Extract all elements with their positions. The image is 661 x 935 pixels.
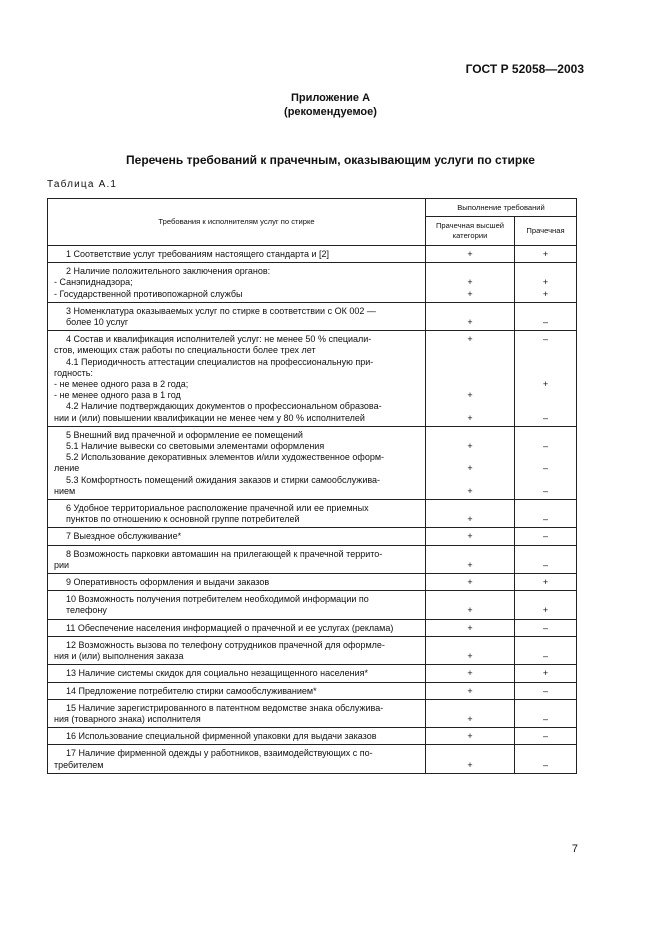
fulfillment-mark: + — [467, 334, 473, 345]
requirement-line: требителем — [54, 759, 104, 770]
fulfillment-mark — [426, 594, 514, 605]
fulfillment-mark: + — [467, 441, 473, 452]
fulfillment-mark — [426, 475, 514, 486]
highest-category-mark-cell — [426, 699, 515, 727]
requirement-cell — [48, 302, 426, 330]
requirement-line: годность: — [54, 367, 93, 378]
laundry-mark-cell — [515, 591, 577, 619]
requirement-line: пунктов по отношению к основной группе потребителей — [66, 514, 300, 525]
requirement-line: 9 Оперативность оформления и выдачи заказов — [66, 577, 270, 588]
fulfillment-mark — [426, 368, 514, 379]
highest-category-mark-cell — [426, 528, 515, 545]
fulfillment-mark: – — [543, 441, 549, 452]
requirement-line: 5.3 Комфортность помещений ожидания заказов и стирки самообслужива- — [66, 474, 381, 485]
requirement-line: 5.1 Наличие вывески со световыми элементами оформления — [66, 441, 325, 452]
fulfillment-mark: + — [542, 605, 549, 616]
highest-category-mark-cell — [426, 426, 515, 499]
fulfillment-mark — [426, 357, 514, 368]
table-row — [48, 745, 577, 773]
fulfillment-mark: + — [467, 531, 473, 542]
requirement-line: ление — [54, 463, 80, 474]
table-body — [48, 246, 577, 774]
requirement-cell — [48, 728, 426, 745]
appendix-heading — [0, 91, 661, 119]
requirement-line: 4.1 Периодичность аттестации специалистов на профессиональную при- — [66, 356, 374, 367]
requirement-line: ния (товарного знака) исполнителя — [54, 713, 201, 724]
fulfillment-mark — [426, 345, 514, 356]
requirement-cell — [48, 426, 426, 499]
appendix-title: Приложение А — [290, 92, 371, 104]
fulfillment-mark — [426, 640, 514, 651]
fulfillment-mark — [515, 503, 576, 514]
fulfillment-mark — [515, 452, 576, 463]
requirement-line: 8 Возможность парковки автомашин на прилегающей к прачечной террито- — [66, 548, 383, 559]
fulfillment-mark — [426, 266, 514, 277]
fulfillment-mark: – — [543, 685, 549, 696]
fulfillment-mark: – — [543, 317, 549, 327]
fulfillment-mark: – — [543, 651, 549, 662]
appendix-subtitle: (рекомендуемое) — [284, 106, 377, 118]
highest-category-mark-cell — [426, 263, 515, 303]
table-row — [48, 302, 577, 330]
fulfillment-mark — [515, 266, 576, 277]
fulfillment-mark: + — [542, 277, 549, 288]
fulfillment-mark: – — [543, 412, 549, 423]
col-header-highest-category: Прачечная высшей категории — [426, 217, 515, 246]
col-header-fulfillment: Выполнение требований — [426, 199, 577, 217]
fulfillment-mark: + — [542, 288, 549, 299]
fulfillment-mark — [515, 703, 576, 714]
fulfillment-mark: + — [542, 378, 549, 389]
requirement-line: нием — [54, 485, 76, 496]
laundry-mark-cell — [515, 745, 577, 773]
requirement-line: 2 Наличие положительного заключения органов: — [66, 266, 271, 277]
table-row — [48, 682, 577, 699]
fulfillment-mark: + — [467, 622, 473, 633]
laundry-mark-cell — [515, 302, 577, 330]
col-header-laundry: Прачечная — [515, 217, 577, 246]
laundry-mark-cell — [515, 263, 577, 303]
requirement-line: 11 Обеспечение населения информацией о прачечной и ее услугах (реклама) — [66, 622, 394, 633]
requirement-line: 4.2 Наличие подтверждающих документов о профессиональном образова- — [66, 401, 382, 412]
highest-category-mark-cell — [426, 728, 515, 745]
fulfillment-mark: + — [467, 759, 473, 770]
table-row — [48, 636, 577, 664]
fulfillment-mark: – — [543, 759, 549, 770]
requirement-cell — [48, 528, 426, 545]
laundry-mark-cell — [515, 665, 577, 682]
table-row — [48, 426, 577, 499]
highest-category-mark-cell — [426, 665, 515, 682]
requirement-line: 15 Наличие зарегистрированного в патентном ведомстве знака обслужива- — [66, 702, 384, 713]
table-row — [48, 246, 577, 263]
fulfillment-mark: – — [543, 334, 549, 345]
requirement-line: 6 Удобное территориальное расположение прачечной или ее приемных — [66, 503, 369, 514]
table-row — [48, 528, 577, 545]
laundry-mark-cell — [515, 528, 577, 545]
laundry-mark-cell — [515, 619, 577, 636]
fulfillment-mark: + — [467, 277, 473, 288]
fulfillment-mark: + — [467, 685, 473, 696]
table-header-row — [48, 199, 577, 217]
laundry-mark-cell — [515, 636, 577, 664]
requirement-line: ния и (или) выполнения заказа — [54, 651, 184, 662]
requirement-line: 12 Возможность вызова по телефону сотрудников прачечной для оформле- — [66, 639, 385, 650]
fulfillment-mark — [515, 368, 576, 379]
fulfillment-mark — [426, 748, 514, 759]
fulfillment-mark: + — [467, 412, 473, 423]
highest-category-mark-cell — [426, 331, 515, 427]
table-label: Таблица А.1 — [47, 179, 118, 190]
standard-number: ГОСТ Р 52058—2003 — [465, 62, 584, 76]
laundry-mark-cell — [515, 545, 577, 573]
fulfillment-mark: + — [467, 577, 473, 588]
requirement-line: 4 Состав и квалификация исполнителей услуг: не менее 50 % специали- — [66, 334, 372, 345]
requirement-cell — [48, 699, 426, 727]
fulfillment-mark: + — [467, 713, 473, 724]
requirement-line: - Санэпиднадзора; — [54, 277, 133, 288]
fulfillment-mark — [515, 430, 576, 441]
requirement-line: нии и (или) повышении квалификации не менее чем у 80 % исполнителей — [54, 412, 365, 423]
laundry-mark-cell — [515, 682, 577, 699]
fulfillment-mark — [515, 549, 576, 560]
fulfillment-mark: – — [543, 485, 549, 496]
fulfillment-mark: + — [467, 463, 473, 474]
fulfillment-mark: + — [467, 288, 473, 299]
requirement-cell — [48, 500, 426, 528]
table-row — [48, 665, 577, 682]
table-row — [48, 545, 577, 573]
requirement-cell — [48, 682, 426, 699]
laundry-mark-cell — [515, 500, 577, 528]
fulfillment-mark — [515, 357, 576, 368]
requirement-cell — [48, 591, 426, 619]
requirement-line: рии — [54, 559, 70, 570]
requirement-line: 5.2 Использование декоративных элементов и/или художественное оформ- — [66, 452, 385, 463]
fulfillment-mark: + — [542, 577, 549, 588]
fulfillment-mark — [515, 594, 576, 605]
fulfillment-mark: + — [467, 514, 473, 525]
table-row — [48, 263, 577, 303]
laundry-mark-cell — [515, 574, 577, 591]
table-row — [48, 728, 577, 745]
fulfillment-mark: + — [467, 668, 473, 679]
highest-category-mark-cell — [426, 591, 515, 619]
fulfillment-mark — [515, 345, 576, 356]
requirement-line: телефону — [66, 605, 107, 616]
fulfillment-mark — [426, 379, 514, 390]
requirement-cell — [48, 246, 426, 263]
fulfillment-mark: + — [467, 249, 473, 259]
highest-category-mark-cell — [426, 246, 515, 263]
requirement-cell — [48, 665, 426, 682]
requirement-cell — [48, 545, 426, 573]
laundry-mark-cell — [515, 331, 577, 427]
requirement-cell — [48, 574, 426, 591]
fulfillment-mark — [515, 306, 576, 317]
requirement-line: 5 Внешний вид прачечной и оформление ее помещений — [66, 429, 303, 440]
requirement-line: - не менее одного раза в 2 года; — [54, 379, 189, 390]
table-row — [48, 619, 577, 636]
fulfillment-mark — [426, 503, 514, 514]
requirement-line: более 10 услуг — [66, 317, 129, 328]
requirement-line: - Государственной противопожарной службы — [54, 288, 243, 299]
col-header-requirements: Требования к исполнителям услуг по стирке — [48, 199, 426, 246]
fulfillment-mark: – — [543, 713, 549, 724]
fulfillment-mark: + — [467, 731, 473, 742]
fulfillment-mark: – — [543, 731, 549, 742]
fulfillment-mark — [426, 430, 514, 441]
requirement-line: 3 Номенклатура оказываемых услуг по стирке в соответствии с ОК 002 — — [66, 305, 376, 316]
requirement-line: 14 Предложение потребителю стирки самообслуживанием* — [66, 685, 317, 696]
requirement-cell — [48, 745, 426, 773]
fulfillment-mark — [426, 703, 514, 714]
fulfillment-mark: – — [543, 463, 549, 474]
fulfillment-mark — [426, 306, 514, 317]
table-row — [48, 574, 577, 591]
highest-category-mark-cell — [426, 500, 515, 528]
requirement-line: 17 Наличие фирменной одежды у работников, взаимодействующих с по- — [66, 748, 373, 759]
fulfillment-mark: – — [543, 531, 549, 542]
requirement-cell — [48, 636, 426, 664]
laundry-mark-cell — [515, 246, 577, 263]
fulfillment-mark: + — [542, 668, 549, 679]
fulfillment-mark — [515, 401, 576, 412]
fulfillment-mark — [515, 475, 576, 486]
fulfillment-mark — [515, 390, 576, 401]
requirement-line: 10 Возможность получения потребителем необходимой информации по — [66, 594, 369, 605]
fulfillment-mark: + — [542, 249, 549, 259]
requirement-line: - не менее одного раза в 1 год — [54, 390, 181, 401]
table-row — [48, 591, 577, 619]
table-row — [48, 699, 577, 727]
requirement-cell — [48, 619, 426, 636]
fulfillment-mark: + — [467, 559, 473, 570]
fulfillment-mark: + — [467, 390, 473, 401]
requirement-line: стов, имеющих стаж работы по специальности более трех лет — [54, 345, 316, 356]
fulfillment-mark — [426, 452, 514, 463]
highest-category-mark-cell — [426, 545, 515, 573]
fulfillment-mark — [426, 401, 514, 412]
fulfillment-mark: – — [543, 559, 549, 570]
laundry-mark-cell — [515, 728, 577, 745]
requirement-line: 16 Использование специальной фирменной упаковки для выдачи заказов — [66, 731, 377, 742]
highest-category-mark-cell — [426, 636, 515, 664]
laundry-mark-cell — [515, 699, 577, 727]
table-row — [48, 500, 577, 528]
fulfillment-mark: + — [467, 485, 473, 496]
highest-category-mark-cell — [426, 619, 515, 636]
fulfillment-mark — [515, 748, 576, 759]
page-number: 7 — [571, 843, 578, 855]
list-title: Перечень требований к прачечным, оказывающим услуги по стирке — [126, 153, 535, 167]
highest-category-mark-cell — [426, 682, 515, 699]
fulfillment-mark — [515, 640, 576, 651]
fulfillment-mark: + — [467, 605, 473, 616]
requirement-cell — [48, 331, 426, 427]
requirements-table — [47, 198, 577, 774]
laundry-mark-cell — [515, 426, 577, 499]
fulfillment-mark: – — [543, 514, 549, 525]
requirement-line: 1 Соответствие услуг требованиям настоящего стандарта и [2] — [66, 249, 330, 259]
fulfillment-mark — [426, 549, 514, 560]
fulfillment-mark: + — [467, 317, 473, 327]
requirement-line: 13 Наличие системы скидок для социально незащищенного населения* — [66, 668, 368, 679]
fulfillment-mark: – — [543, 622, 549, 633]
table-row — [48, 331, 577, 427]
highest-category-mark-cell — [426, 574, 515, 591]
requirement-cell — [48, 263, 426, 303]
requirement-line: 7 Выездное обслуживание* — [66, 531, 182, 542]
highest-category-mark-cell — [426, 745, 515, 773]
fulfillment-mark: + — [467, 651, 473, 662]
highest-category-mark-cell — [426, 302, 515, 330]
